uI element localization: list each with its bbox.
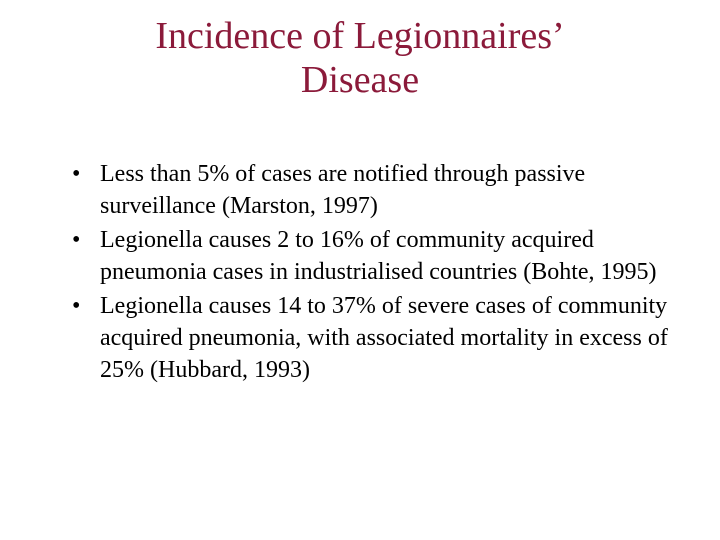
bullet-text: Legionella causes 2 to 16% of community acquired pneumonia cases in industrialised countries (Bohte, 1995) — [100, 227, 657, 285]
bullet-text: Less than 5% of cases are notified through passive surveillance (Marston, 1997) — [100, 161, 586, 219]
bullet-item — [72, 224, 692, 288]
bullet-icon: • — [72, 293, 81, 319]
bullet-item — [72, 290, 692, 386]
bullet-icon: • — [72, 161, 81, 187]
slide-title-line-1: Incidence of Legionnaires’ — [155, 15, 565, 57]
bullet-item — [72, 158, 692, 222]
slide-title-line-2: Disease — [300, 59, 420, 101]
bullet-list — [72, 158, 692, 388]
slide-title — [40, 14, 680, 102]
bullet-icon: • — [72, 227, 81, 253]
bullet-text: Legionella causes 14 to 37% of severe cases of community acquired pneumonia, with associated mortality in excess of 25% (Hubbard, 1993) — [100, 293, 668, 383]
